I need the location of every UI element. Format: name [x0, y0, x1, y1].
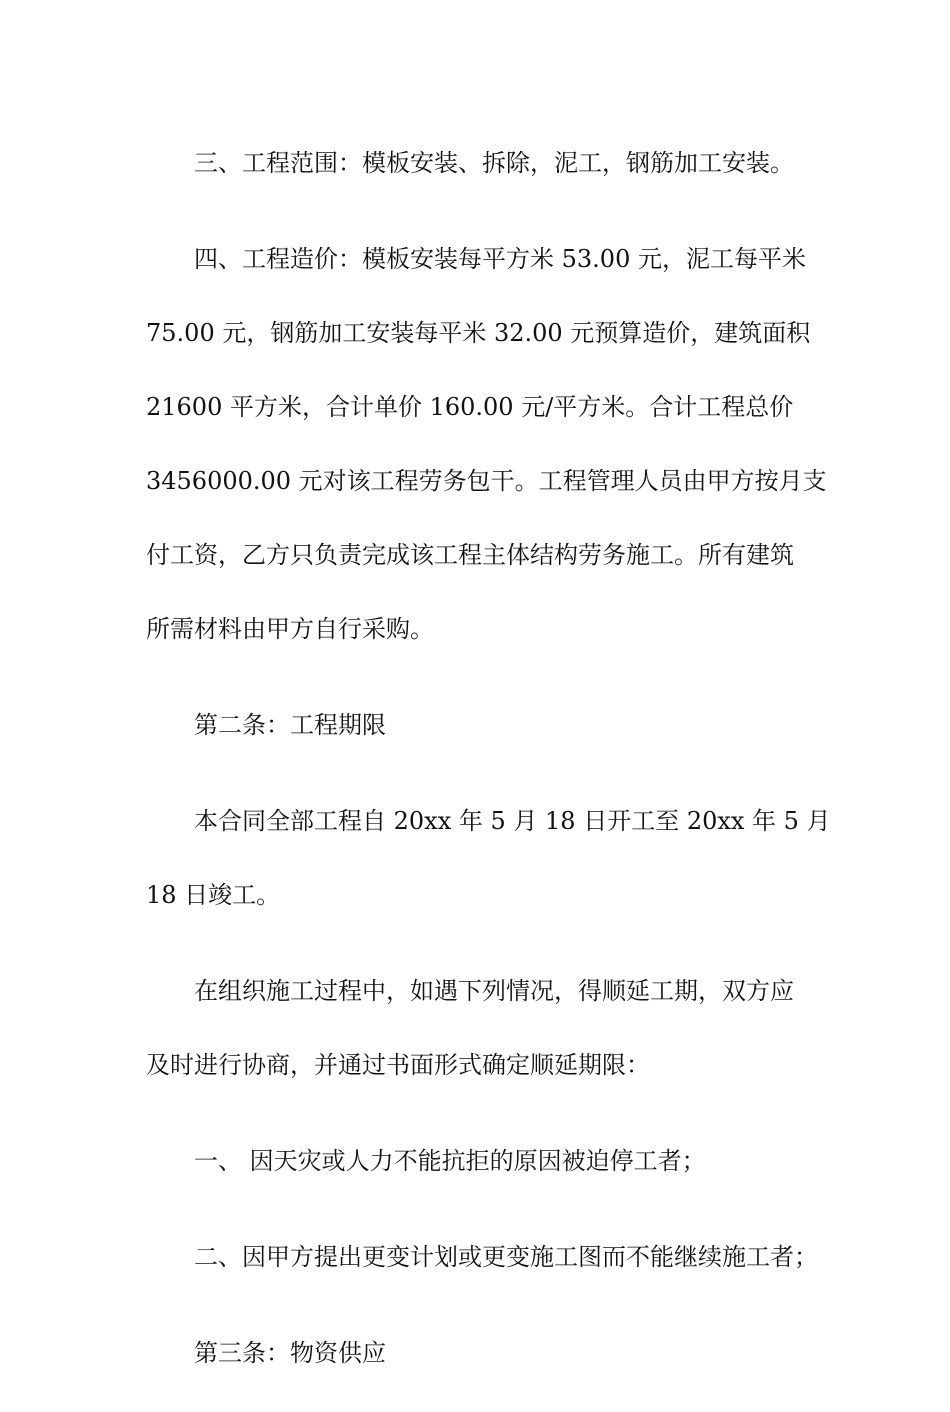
text-line: 75.00 元，钢筋加工安装每平米 32.00 元预算造价，建筑面积: [146, 319, 811, 347]
article-3-heading: [146, 1316, 806, 1390]
text-line: 第二条：工程期限: [194, 711, 386, 739]
paragraph-delay: [146, 954, 806, 1102]
text-line: 所需材料由甲方自行采购。: [146, 615, 434, 643]
text-line: 3456000.00 元对该工程劳务包干。工程管理人员由甲方按月支: [146, 467, 827, 495]
text-line: 二、因甲方提出更变计划或更变施工图而不能继续施工者；: [194, 1243, 818, 1271]
text-line: 本合同全部工程自 20xx 年 5 月 18 日开工至 20xx 年 5 月: [194, 807, 831, 835]
text-line: 三、工程范围：模板安装、拆除，泥工，钢筋加工安装。: [194, 149, 794, 177]
text-line: 在组织施工过程中，如遇下列情况，得顺延工期，双方应: [194, 977, 794, 1005]
article-2-heading: [146, 688, 806, 762]
text-line: 18 日竣工。: [146, 881, 281, 909]
text-line: 及时进行协商，并通过书面形式确定顺延期限：: [146, 1051, 650, 1079]
text-line: 21600 平方米，合计单价 160.00 元/平方米。合计工程总价: [146, 393, 794, 421]
text-line: 第三条：物资供应: [194, 1339, 386, 1367]
paragraph-cost: [146, 222, 827, 666]
text-line: 付工资，乙方只负责完成该工程主体结构劳务施工。所有建筑: [146, 541, 794, 569]
text-line: 一、 因天灾或人力不能抗拒的原因被迫停工者；: [194, 1147, 706, 1175]
list-item-2: [146, 1220, 818, 1294]
paragraph-period: [146, 784, 831, 932]
paragraph-scope: [146, 126, 806, 200]
text-line: 四、工程造价：模板安装每平方米 53.00 元，泥工每平米: [194, 245, 806, 273]
document-body: [146, 126, 831, 1412]
list-item-1: [146, 1124, 806, 1198]
